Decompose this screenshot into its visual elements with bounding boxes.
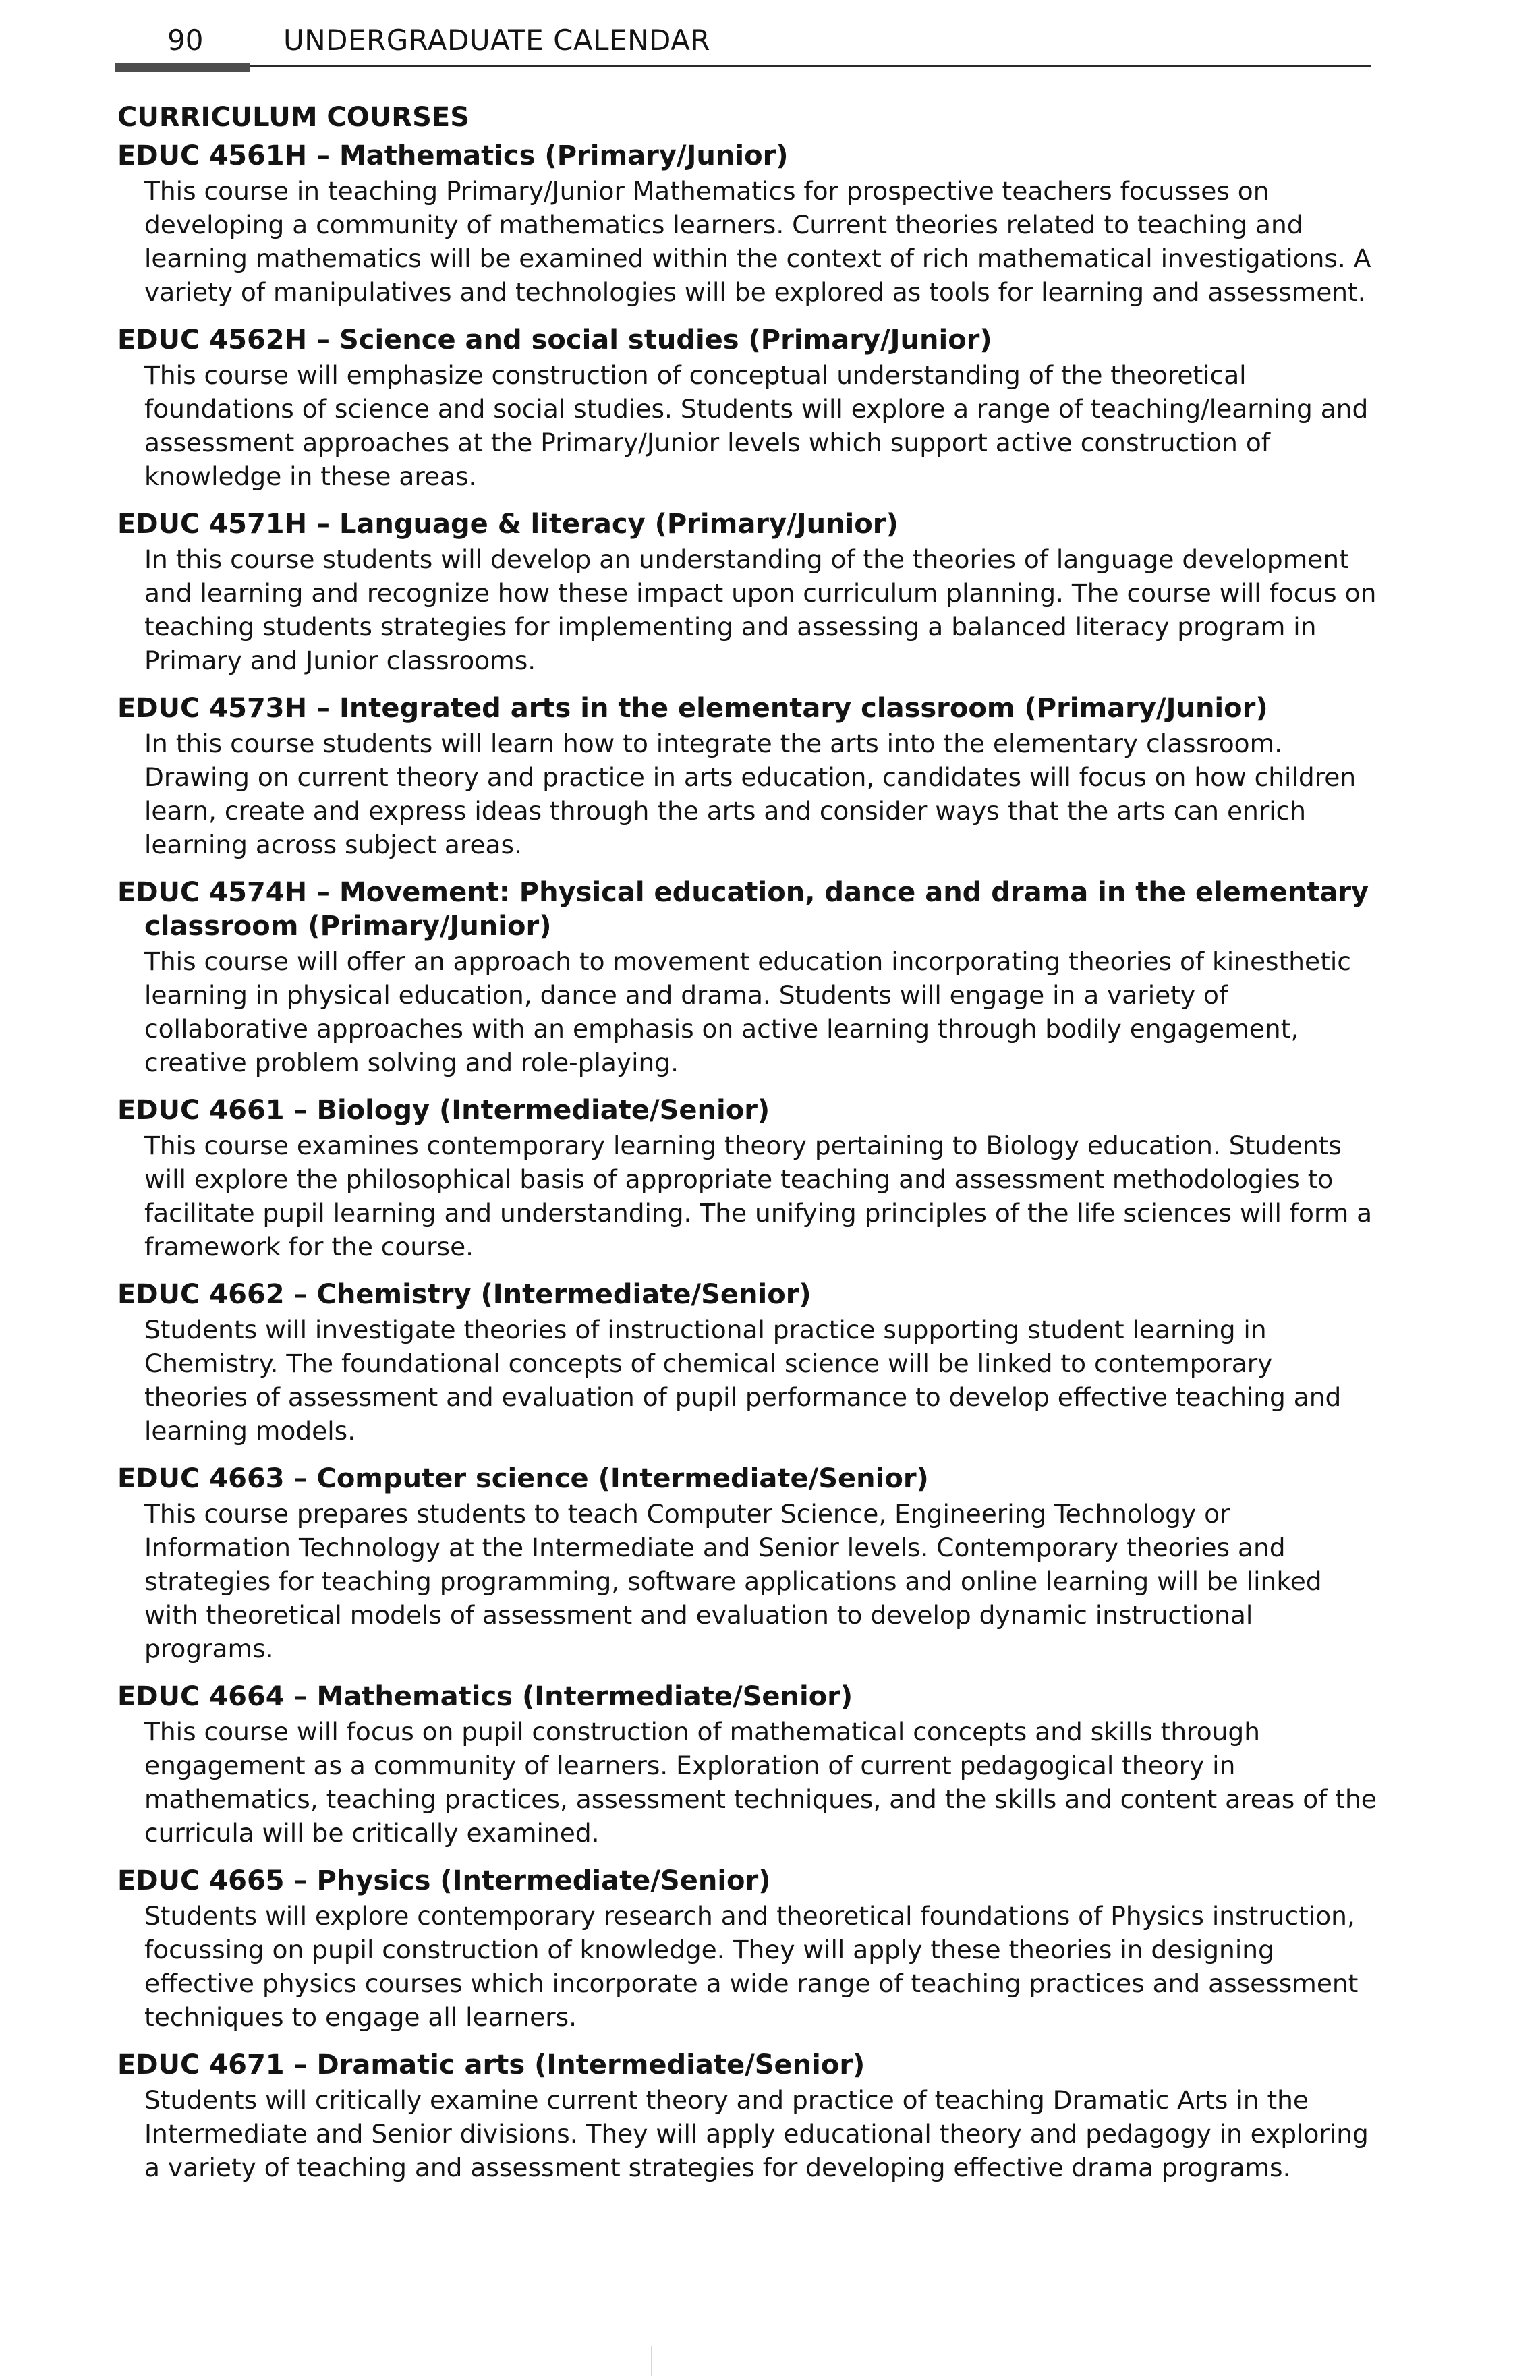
course-title: EDUC 4664 – Mathematics (Intermediate/Senior): [117, 1681, 853, 1712]
course-title: EDUC 4661 – Biology (Intermediate/Senior): [117, 1095, 770, 1126]
course-title: EDUC 4665 – Physics (Intermediate/Senior): [117, 1865, 771, 1896]
page-content: [117, 98, 1379, 2199]
course-title: EDUC 4561H – Mathematics (Primary/Junior): [117, 140, 789, 171]
course-entry: [117, 507, 1379, 677]
course-title: EDUC 4662 – Chemistry (Intermediate/Senior): [117, 1279, 811, 1310]
course-description: Students will critically examine current theory and practice of teaching Dramatic Arts in the Intermediate and Senior divisions. They will apply educational theory and pedagogy in exploring a variety of teaching and assessment strategies for developing effective drama programs.: [144, 2085, 1369, 2182]
course-entry: [117, 1278, 1379, 1448]
course-description: This course in teaching Primary/Junior Mathematics for prospective teachers focusses on developing a community of mathematics learners. Current theories related to teaching and learning mathematics will be examined within the context of rich mathematical investigations. A variety of manipulatives and technologies will be explored as tools for learning and assessment.: [144, 176, 1371, 307]
course-title: EDUC 4571H – Language & literacy (Primary/Junior): [117, 509, 899, 540]
course-description: This course will offer an approach to movement education incorporating theories of kinesthetic learning in physical education, dance and drama. Students will engage in a variety of collaborative approaches with an emphasis on active learning through bodily engagement, creative problem solving and role-playing.: [144, 946, 1351, 1077]
course-entry: [117, 1094, 1379, 1264]
bottom-crease-mark: [651, 2346, 652, 2376]
course-description: This course examines contemporary learning theory pertaining to Biology education. Students will explore the philosophical basis of appropriate teaching and assessment methodologies to facilitate pupil learning and understanding. The unifying principles of the life sciences will form a framework for the course.: [144, 1131, 1373, 1262]
course-entry: [117, 1864, 1379, 2034]
course-title: EDUC 4671 – Dramatic arts (Intermediate/Senior): [117, 2049, 865, 2080]
course-title: EDUC 4663 – Computer science (Intermediate/Senior): [117, 1463, 929, 1494]
course-entry: [117, 691, 1379, 861]
course-title: EDUC 4562H – Science and social studies (Primary/Junior): [117, 324, 992, 356]
course-description: In this course students will develop an understanding of the theories of language development and learning and recognize how these impact upon curriculum planning. The course will focus on teaching students strategies for implementing and assessing a balanced literacy program in Primary and Junior classrooms.: [144, 544, 1377, 675]
course-entry: [117, 1680, 1379, 1850]
section-heading: CURRICULUM COURSES: [117, 102, 470, 133]
course-entry: [117, 139, 1379, 309]
course-description: This course prepares students to teach Computer Science, Engineering Technology or Information Technology at the Intermediate and Senior levels. Contemporary theories and strategies for teaching programming, software applications and online learning will be linked with theoretical models of assessment and evaluation to develop dynamic instructional programs.: [144, 1499, 1322, 1664]
course-entry: [117, 876, 1379, 1079]
course-entry: [117, 2048, 1379, 2184]
page-number: 90: [167, 24, 204, 57]
header-bar: [115, 63, 250, 72]
course-entry: [117, 1462, 1379, 1666]
header-rule: [250, 65, 1371, 67]
course-description: In this course students will learn how to integrate the arts into the elementary classroom. Drawing on current theory and practice in arts education, candidates will focus on how children learn, create and express ideas through the arts and consider ways that the arts can enrich learning across subject areas.: [144, 729, 1357, 859]
course-title: EDUC 4573H – Integrated arts in the elementary classroom (Primary/Junior): [117, 693, 1268, 724]
course-entry: [117, 323, 1379, 493]
course-description: This course will focus on pupil construction of mathematical concepts and skills through engagement as a community of learners. Exploration of current pedagogical theory in mathematics, teaching practices, assessment techniques, and the skills and content areas of the curricula will be critically examined.: [144, 1717, 1377, 1848]
course-description: This course will emphasize construction of conceptual understanding of the theoretical foundations of science and social studies. Students will explore a range of teaching/learning and assessment approaches at the Primary/Junior levels which support active construction of knowledge in these areas.: [144, 360, 1369, 491]
running-head: [115, 20, 1369, 61]
course-title: EDUC 4574H – Movement: Physical education, dance and drama in the elementary classroom (Primary/Junior): [117, 877, 1369, 942]
calendar-title: UNDERGRADUATE CALENDAR: [283, 24, 711, 57]
course-description: Students will investigate theories of instructional practice supporting student learning in Chemistry. The foundational concepts of chemical science will be linked to contemporary theories of assessment and evaluation of pupil performance to develop effective teaching and learning models.: [144, 1315, 1342, 1446]
course-description: Students will explore contemporary research and theoretical foundations of Physics instruction, focussing on pupil construction of knowledge. They will apply these theories in designing effective physics courses which incorporate a wide range of teaching practices and assessment techniques to engage all learners.: [144, 1901, 1359, 2032]
